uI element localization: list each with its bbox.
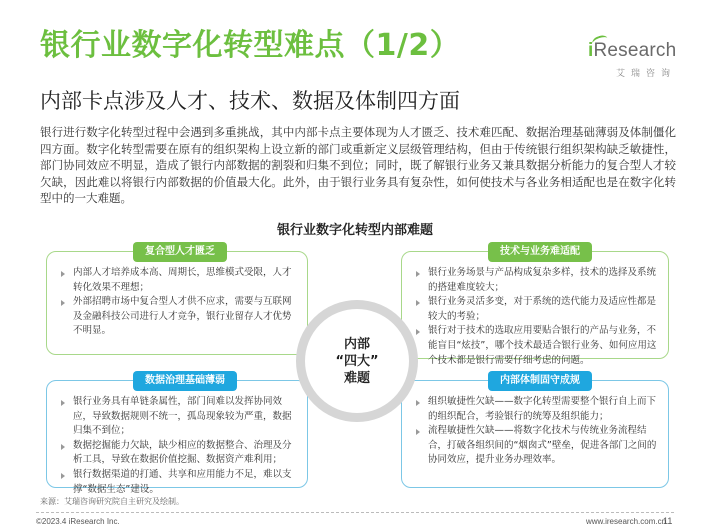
- list-item: 内部人才培养成本高、周期长，思维模式受限，人才转化效果不理想；: [61, 266, 297, 295]
- center-circle: [296, 300, 418, 422]
- logo-subtitle: 艾瑞咨询: [616, 69, 677, 79]
- data-governance-list: [61, 395, 297, 497]
- intro-paragraph: 银行进行数字化转型过程中会遇到多重挑战，其中内部卡点主要体现为人才匮乏、技术难匹配、数据治理基础薄弱及体制僵化四方面。数字化转型需要在原有的组织架构上设立新的部门或重新定义层级管理结构，但由于传统银行组织架构缺乏敏捷性，部门协同效应不明显，造成了银行内部数据的割裂和归集不到位；同时，既了解银行业务又兼具数据分析能力的复合型人才较欠缺，因此难以将银行内部数据的价值最大化。此外，由于银行业务具有复杂性，如何使技术与各业务相适配也是在数字化转型中的一大难题。: [40, 125, 676, 205]
- list-item: 组织敏捷性欠缺——数字化转型需要整个银行自上而下的组织配合，考验银行的统筹及组织能力；: [416, 395, 658, 424]
- copyright: ©2023.4 iResearch Inc.: [36, 517, 120, 526]
- center-line: “四大”: [335, 353, 379, 369]
- iresearch-logo: [588, 40, 678, 80]
- site-link[interactable]: www.iresearch.com.cn: [586, 517, 667, 526]
- tech-list: [416, 266, 658, 368]
- list-item: 银行业务具有单链条属性，部门间难以发挥协同效应，导致数据规则不统一，孤岛现象较为严重，数据归集不到位；: [61, 395, 297, 439]
- system-tag: 内部体制固守成规: [488, 371, 592, 391]
- talent-box: [46, 246, 308, 355]
- list-item: 银行对于技术的选取应用要贴合银行的产品与业务，不能盲目“炫技”，哪个技术最适合银行业务、如何应用这个技术都是银行需要仔细考虑的问题。: [416, 324, 658, 368]
- list-item: 外部招聘市场中复合型人才供不应求，需要与互联网及金融科技公司进行人才竞争，银行业留存人才优势不明显。: [61, 295, 297, 339]
- list-item: 流程敏捷性欠缺——将数字化技术与传统业务流程结合，打破各组织间的“烟囱式”壁垒，促进各部门之间的协同效应，提升业务办理效率。: [416, 424, 658, 468]
- footer-divider: [36, 512, 674, 513]
- center-label: [305, 309, 409, 413]
- source-note: 来源：艾瑞咨询研究院自主研究及绘制。: [40, 497, 184, 506]
- page-subtitle: 内部卡点涉及人才、技术、数据及体制四方面: [40, 89, 460, 113]
- list-item: 数据挖掘能力欠缺，缺少相应的数据整合、治理及分析工具，导致在数据价值挖掘、数据资产难利用；: [61, 439, 297, 468]
- page-number: 11: [663, 516, 673, 526]
- logo-wordmark: [588, 40, 676, 62]
- tech-box: [401, 246, 669, 366]
- list-item: 银行业务灵活多变，对于系统的迭代能力及适应性都是较大的考验；: [416, 295, 658, 324]
- center-line: 内部: [343, 336, 370, 352]
- list-item: 银行业务场景与产品构成复杂多样，技术的选择及系统的搭建难度较大；: [416, 266, 658, 295]
- talent-list: [61, 266, 297, 339]
- diagram-title: 银行业数字化转型内部难题: [276, 223, 433, 238]
- page-title: 银行业数字化转型难点（1/2）: [40, 28, 461, 63]
- logo-brand-i: i: [588, 40, 594, 61]
- talent-tag: 复合型人才匮乏: [133, 242, 227, 262]
- list-item: 银行数据渠道的打通、共享和应用能力不足，难以支撑“数据生态”建设。: [61, 468, 297, 497]
- system-box: [401, 375, 669, 488]
- data-governance-tag: 数据治理基础薄弱: [133, 371, 237, 391]
- center-line: 难题: [343, 370, 370, 386]
- system-list: [416, 395, 658, 468]
- tech-tag: 技术与业务难适配: [488, 242, 592, 262]
- data-governance-box: [46, 375, 308, 495]
- logo-brand-rest: Research: [593, 40, 677, 61]
